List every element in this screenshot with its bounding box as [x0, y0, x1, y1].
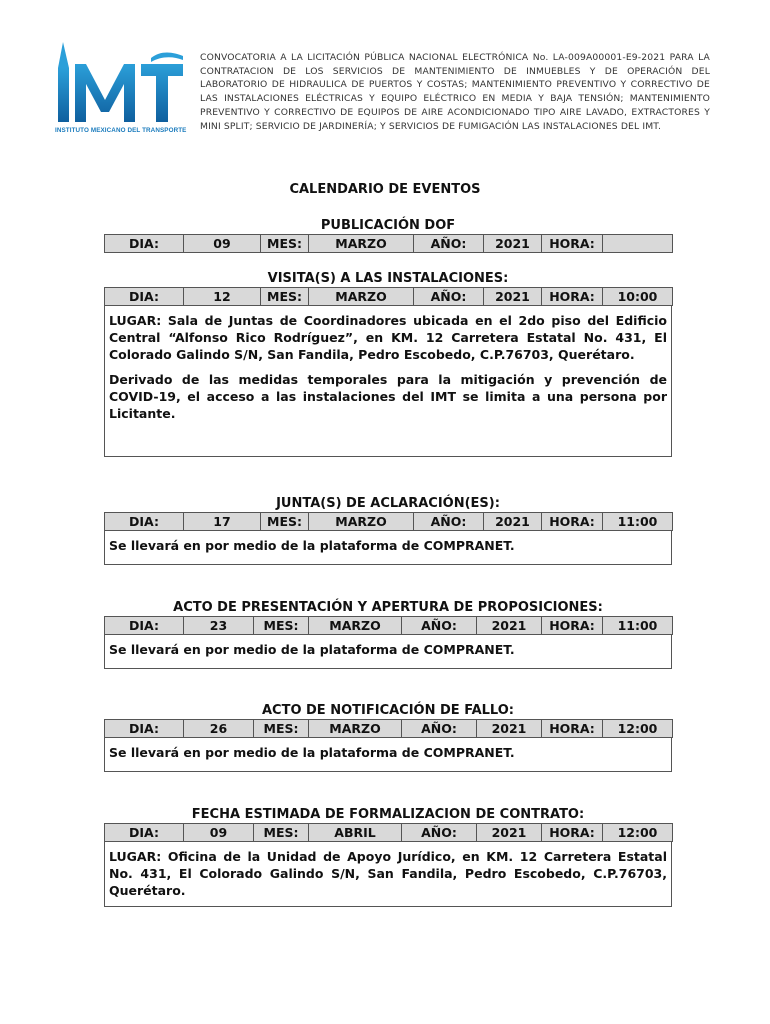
time-value: 12:00 — [603, 720, 673, 738]
time-value: 11:00 — [603, 513, 673, 531]
dia-label: DIA: — [105, 288, 184, 306]
dia-label: DIA: — [105, 513, 184, 531]
day-value: 09 — [184, 824, 254, 842]
month-value: MARZO — [309, 288, 414, 306]
mes-label: MES: — [254, 824, 309, 842]
month-value: MARZO — [309, 617, 402, 635]
event-title: PUBLICACIÓN DOF — [320, 218, 456, 233]
year-value: 2021 — [477, 824, 542, 842]
event-title: FECHA ESTIMADA DE FORMALIZACION DE CONTRATO: — [191, 807, 585, 822]
event-date-row — [104, 719, 673, 738]
time-value: 12:00 — [603, 824, 673, 842]
day-value: 12 — [184, 288, 261, 306]
event-paragraph: Derivado de las medidas temporales para la mitigación y prevención de COVID-19, el acceso a las instalaciones del IMT se limita a una persona por Licitante. — [109, 372, 667, 421]
anio-label: AÑO: — [402, 824, 477, 842]
event-details — [104, 306, 672, 457]
day-value: 23 — [184, 617, 254, 635]
event-paragraph: Se llevará en por medio de la plataforma de COMPRANET. — [109, 642, 515, 657]
hora-label: HORA: — [542, 288, 603, 306]
anio-label: AÑO: — [414, 513, 484, 531]
event-date-row — [104, 287, 673, 306]
time-value — [603, 235, 673, 253]
event-paragraph: Se llevará en por medio de la plataforma de COMPRANET. — [109, 538, 515, 553]
month-value: MARZO — [309, 235, 414, 253]
time-value: 10:00 — [603, 288, 673, 306]
hora-label: HORA: — [542, 824, 603, 842]
event-junta-aclaraciones — [104, 496, 672, 565]
event-title: VISITA(S) A LAS INSTALACIONES: — [267, 271, 509, 286]
event-notificacion-fallo — [104, 703, 672, 772]
day-value: 09 — [184, 235, 261, 253]
event-title: ACTO DE NOTIFICACIÓN DE FALLO: — [261, 703, 515, 718]
event-details — [104, 738, 672, 772]
month-value: MARZO — [309, 513, 414, 531]
anio-label: AÑO: — [414, 288, 484, 306]
hora-label: HORA: — [542, 617, 603, 635]
event-presentacion-apertura — [104, 600, 672, 669]
mes-label: MES: — [254, 720, 309, 738]
event-date-row — [104, 512, 673, 531]
month-value: MARZO — [309, 720, 402, 738]
event-paragraph: LUGAR: Oficina de la Unidad de Apoyo Jurídico, en KM. 12 Carretera Estatal No. 431, El Colorado Galindo S/N, San Fandila, Pedro Escobedo, C.P.76703, Querétaro. — [109, 849, 667, 898]
dia-label: DIA: — [105, 617, 184, 635]
year-value: 2021 — [477, 720, 542, 738]
mes-label: MES: — [261, 288, 309, 306]
day-value: 26 — [184, 720, 254, 738]
day-value: 17 — [184, 513, 261, 531]
hora-label: HORA: — [542, 720, 603, 738]
event-date-row — [104, 823, 673, 842]
convocatoria-header: CONVOCATORIA A LA LICITACIÓN PÚBLICA NACIONAL ELECTRÓNICA No. LA-009A00001-E9-2021 PARA LA CONTRATACION DE LOS SERVICIOS DE MANTENIMIENTO DE INMUEBLES Y DE OPERACIÓN DEL LABORATORIO DE HIDRAULICA DE PUERTOS Y COSTAS; MANTENIMIENTO PREVENTIVO Y CORRECTIVO DE LAS INSTALACIONES ELÉCTRICAS Y EQUIPO ELÉCTRICO EN MEDIA Y BAJA TENSIÓN; MANTENIMIENTO PREVENTIVO Y CORRECTIVO DE EQUIPOS DE AIRE ACONDICIONADO TIPO AIRE LAVADO, EXTRACTORES Y MINI SPLIT; SERVICIO DE JARDINERÍA; Y SERVICIOS DE FUMIGACIÓN LAS INSTALACIONES DEL IMT. — [200, 52, 710, 132]
year-value: 2021 — [477, 617, 542, 635]
year-value: 2021 — [484, 513, 542, 531]
mes-label: MES: — [254, 617, 309, 635]
event-details — [104, 531, 672, 565]
event-details — [104, 635, 672, 669]
logo-caption: INSTITUTO MEXICANO DEL TRANSPORTE — [55, 127, 187, 134]
document-title: CALENDARIO DE EVENTOS — [289, 182, 481, 197]
event-paragraph: Se llevará en por medio de la plataforma de COMPRANET. — [109, 745, 515, 760]
month-value: ABRIL — [309, 824, 402, 842]
time-value: 11:00 — [603, 617, 673, 635]
imt-logo — [55, 40, 185, 140]
year-value: 2021 — [484, 235, 542, 253]
event-date-row — [104, 616, 673, 635]
event-formalizacion-contrato — [104, 807, 672, 907]
dia-label: DIA: — [105, 824, 184, 842]
mes-label: MES: — [261, 513, 309, 531]
event-visita — [104, 271, 672, 457]
year-value: 2021 — [484, 288, 542, 306]
anio-label: AÑO: — [402, 617, 477, 635]
event-title: ACTO DE PRESENTACIÓN Y APERTURA DE PROPOSICIONES: — [173, 600, 603, 615]
mes-label: MES: — [261, 235, 309, 253]
event-title: JUNTA(S) DE ACLARACIÓN(ES): — [276, 496, 500, 511]
hora-label: HORA: — [542, 235, 603, 253]
event-publicacion-dof — [104, 218, 672, 253]
event-date-row — [104, 234, 673, 253]
dia-label: DIA: — [105, 720, 184, 738]
event-paragraph: LUGAR: Sala de Juntas de Coordinadores ubicada en el 2do piso del Edificio Central “Alfonso Rico Rodríguez”, en KM. 12 Carretera Estatal No. 431, El Colorado Galindo S/N, San Fandila, Pedro Escobedo, C.P.76703, Querétaro. — [109, 313, 667, 362]
event-details — [104, 842, 672, 907]
anio-label: AÑO: — [414, 235, 484, 253]
anio-label: AÑO: — [402, 720, 477, 738]
dia-label: DIA: — [105, 235, 184, 253]
hora-label: HORA: — [542, 513, 603, 531]
